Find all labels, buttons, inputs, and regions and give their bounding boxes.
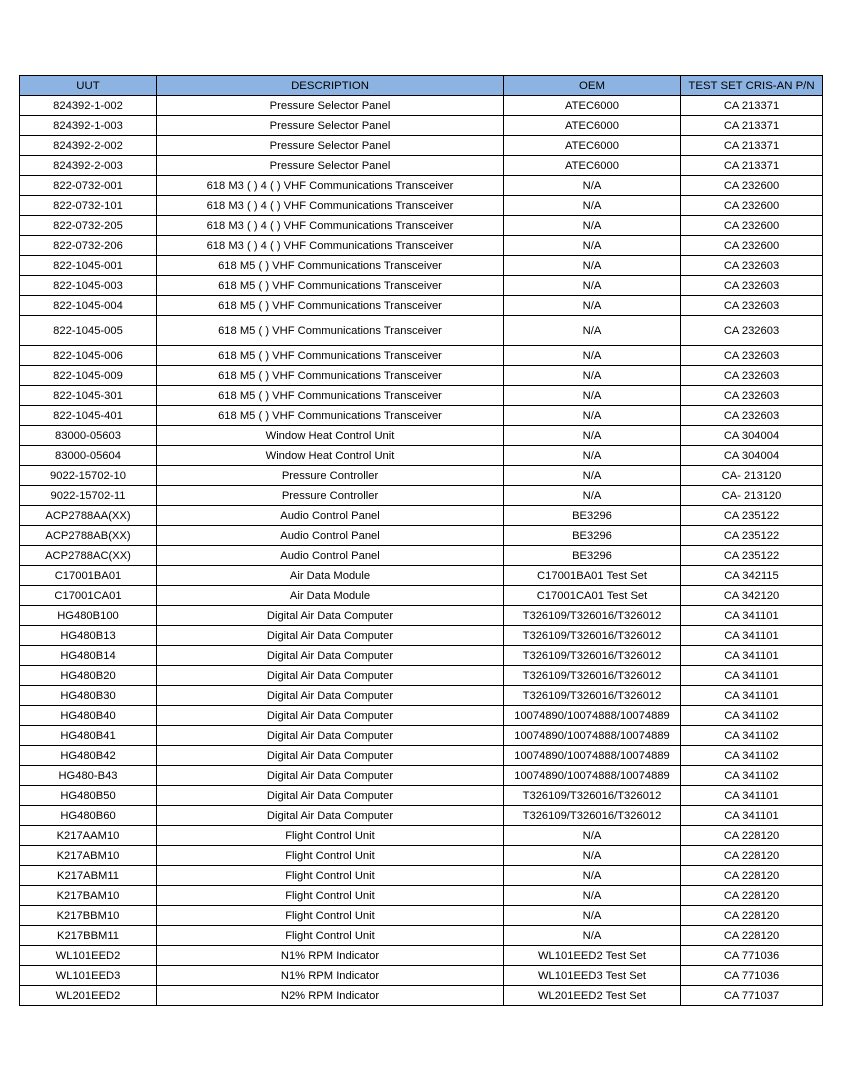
column-header-oem: OEM: [504, 76, 681, 96]
table-row: [20, 136, 823, 156]
cell-description: Flight Control Unit: [157, 886, 504, 906]
column-header-uut: UUT: [20, 76, 157, 96]
cell-uut: K217BAM10: [20, 886, 157, 906]
cell-description: Flight Control Unit: [157, 926, 504, 946]
table-row: [20, 666, 823, 686]
cell-uut: HG480B60: [20, 806, 157, 826]
table-row: [20, 786, 823, 806]
cell-uut: 822-1045-005: [20, 316, 157, 346]
cell-oem: WL101EED3 Test Set: [504, 966, 681, 986]
cell-uut: ACP2788AC(XX): [20, 546, 157, 566]
cell-oem: N/A: [504, 906, 681, 926]
cell-oem: N/A: [504, 276, 681, 296]
table-body: [20, 96, 823, 1006]
cell-oem: N/A: [504, 926, 681, 946]
cell-description: Air Data Module: [157, 566, 504, 586]
cell-oem: ATEC6000: [504, 156, 681, 176]
cell-test-set: CA 228120: [681, 886, 823, 906]
table-row: [20, 726, 823, 746]
cell-description: Flight Control Unit: [157, 846, 504, 866]
cell-oem: N/A: [504, 176, 681, 196]
cell-oem: 10074890/10074888/10074889: [504, 726, 681, 746]
cell-oem: N/A: [504, 826, 681, 846]
cell-oem: N/A: [504, 426, 681, 446]
cell-uut: HG480B30: [20, 686, 157, 706]
table-row: [20, 256, 823, 276]
cell-uut: HG480B13: [20, 626, 157, 646]
cell-uut: 9022-15702-10: [20, 466, 157, 486]
cell-uut: ACP2788AA(XX): [20, 506, 157, 526]
cell-test-set: CA 341102: [681, 766, 823, 786]
table-row: [20, 906, 823, 926]
cell-uut: 824392-2-002: [20, 136, 157, 156]
cell-test-set: CA 232600: [681, 236, 823, 256]
cell-test-set: CA 213371: [681, 116, 823, 136]
cell-uut: 822-1045-004: [20, 296, 157, 316]
cell-oem: N/A: [504, 346, 681, 366]
cell-oem: N/A: [504, 196, 681, 216]
cell-uut: 822-0732-205: [20, 216, 157, 236]
cell-oem: 10074890/10074888/10074889: [504, 746, 681, 766]
cell-test-set: CA 213371: [681, 136, 823, 156]
cell-uut: ACP2788AB(XX): [20, 526, 157, 546]
cell-description: 618 M3 ( ) 4 ( ) VHF Communications Transceiver: [157, 176, 504, 196]
table-row: [20, 386, 823, 406]
table-row: [20, 626, 823, 646]
cell-description: 618 M3 ( ) 4 ( ) VHF Communications Transceiver: [157, 196, 504, 216]
table-row: [20, 826, 823, 846]
cell-uut: 9022-15702-11: [20, 486, 157, 506]
cell-uut: 822-1045-001: [20, 256, 157, 276]
table-row: [20, 546, 823, 566]
cell-description: Digital Air Data Computer: [157, 686, 504, 706]
cell-uut: HG480B42: [20, 746, 157, 766]
cell-uut: C17001CA01: [20, 586, 157, 606]
cell-uut: WL101EED3: [20, 966, 157, 986]
cell-uut: HG480B41: [20, 726, 157, 746]
cell-description: Pressure Selector Panel: [157, 136, 504, 156]
cell-test-set: CA 304004: [681, 446, 823, 466]
cell-test-set: CA 341101: [681, 686, 823, 706]
cell-description: 618 M3 ( ) 4 ( ) VHF Communications Transceiver: [157, 216, 504, 236]
cell-oem: N/A: [504, 446, 681, 466]
cell-oem: T326109/T326016/T326012: [504, 606, 681, 626]
cell-uut: C17001BA01: [20, 566, 157, 586]
table-row: [20, 566, 823, 586]
cell-uut: 822-1045-006: [20, 346, 157, 366]
cell-uut: WL101EED2: [20, 946, 157, 966]
table-row: [20, 866, 823, 886]
table-row: [20, 486, 823, 506]
cell-uut: WL201EED2: [20, 986, 157, 1006]
cell-description: 618 M5 ( ) VHF Communications Transceiver: [157, 346, 504, 366]
cell-oem: N/A: [504, 886, 681, 906]
table-row: [20, 606, 823, 626]
cell-description: 618 M5 ( ) VHF Communications Transceiver: [157, 296, 504, 316]
cell-description: Pressure Selector Panel: [157, 156, 504, 176]
table-row: [20, 946, 823, 966]
cell-uut: HG480B14: [20, 646, 157, 666]
cell-description: Digital Air Data Computer: [157, 626, 504, 646]
table-row: [20, 366, 823, 386]
cell-oem: N/A: [504, 386, 681, 406]
cell-uut: 83000-05603: [20, 426, 157, 446]
cell-test-set: CA 228120: [681, 846, 823, 866]
cell-oem: 10074890/10074888/10074889: [504, 706, 681, 726]
cell-uut: 822-1045-401: [20, 406, 157, 426]
table-row: [20, 806, 823, 826]
table-row: [20, 216, 823, 236]
table-row: [20, 646, 823, 666]
cell-test-set: CA 341102: [681, 746, 823, 766]
cell-test-set: CA 232600: [681, 176, 823, 196]
column-header-test-set: TEST SET CRIS-AN P/N: [681, 76, 823, 96]
cell-description: N1% RPM Indicator: [157, 966, 504, 986]
cell-test-set: CA 232600: [681, 216, 823, 236]
cell-test-set: CA- 213120: [681, 486, 823, 506]
cell-test-set: CA 342115: [681, 566, 823, 586]
cell-test-set: CA 341101: [681, 646, 823, 666]
table-row: [20, 346, 823, 366]
cell-description: Digital Air Data Computer: [157, 666, 504, 686]
cell-uut: HG480B100: [20, 606, 157, 626]
cell-description: 618 M5 ( ) VHF Communications Transceiver: [157, 276, 504, 296]
column-header-description: DESCRIPTION: [157, 76, 504, 96]
cell-test-set: CA 341102: [681, 726, 823, 746]
table-row: [20, 406, 823, 426]
cell-description: Window Heat Control Unit: [157, 446, 504, 466]
cell-description: Digital Air Data Computer: [157, 726, 504, 746]
cell-description: Digital Air Data Computer: [157, 786, 504, 806]
cell-test-set: CA 228120: [681, 906, 823, 926]
cell-test-set: CA 235122: [681, 506, 823, 526]
cell-oem: C17001CA01 Test Set: [504, 586, 681, 606]
cell-test-set: CA 228120: [681, 826, 823, 846]
table-row: [20, 586, 823, 606]
cell-uut: K217AAM10: [20, 826, 157, 846]
cell-description: Digital Air Data Computer: [157, 606, 504, 626]
cell-uut: HG480B40: [20, 706, 157, 726]
cell-uut: K217ABM10: [20, 846, 157, 866]
cell-test-set: CA 232603: [681, 346, 823, 366]
cell-description: 618 M5 ( ) VHF Communications Transceiver: [157, 316, 504, 346]
cell-test-set: CA 771037: [681, 986, 823, 1006]
cell-test-set: CA 304004: [681, 426, 823, 446]
cell-test-set: CA 341101: [681, 666, 823, 686]
cell-description: 618 M5 ( ) VHF Communications Transceiver: [157, 406, 504, 426]
cell-description: 618 M5 ( ) VHF Communications Transceiver: [157, 386, 504, 406]
cell-test-set: CA 235122: [681, 526, 823, 546]
cell-oem: T326109/T326016/T326012: [504, 686, 681, 706]
cell-uut: K217BBM10: [20, 906, 157, 926]
table-row: [20, 766, 823, 786]
cell-test-set: CA 232603: [681, 256, 823, 276]
table-row: [20, 706, 823, 726]
cell-test-set: CA 232603: [681, 386, 823, 406]
cell-description: Audio Control Panel: [157, 526, 504, 546]
cell-oem: T326109/T326016/T326012: [504, 626, 681, 646]
cell-uut: HG480B50: [20, 786, 157, 806]
cell-uut: HG480B20: [20, 666, 157, 686]
cell-description: Air Data Module: [157, 586, 504, 606]
cell-uut: 822-1045-003: [20, 276, 157, 296]
cell-test-set: CA 341102: [681, 706, 823, 726]
cell-test-set: CA 213371: [681, 96, 823, 116]
cell-oem: BE3296: [504, 526, 681, 546]
cell-oem: N/A: [504, 296, 681, 316]
cell-oem: T326109/T326016/T326012: [504, 666, 681, 686]
cell-description: Pressure Controller: [157, 466, 504, 486]
table-row: [20, 236, 823, 256]
table-row: [20, 966, 823, 986]
table-row: [20, 526, 823, 546]
cell-uut: 822-0732-206: [20, 236, 157, 256]
cell-test-set: CA- 213120: [681, 466, 823, 486]
table-row: [20, 686, 823, 706]
cell-oem: WL101EED2 Test Set: [504, 946, 681, 966]
cell-test-set: CA 235122: [681, 546, 823, 566]
table-row: [20, 96, 823, 116]
cell-test-set: CA 341101: [681, 806, 823, 826]
cell-test-set: CA 342120: [681, 586, 823, 606]
cell-test-set: CA 232600: [681, 196, 823, 216]
cell-description: N1% RPM Indicator: [157, 946, 504, 966]
cell-uut: 822-1045-301: [20, 386, 157, 406]
cell-oem: 10074890/10074888/10074889: [504, 766, 681, 786]
cell-uut: 824392-2-003: [20, 156, 157, 176]
cell-test-set: CA 771036: [681, 946, 823, 966]
cell-oem: N/A: [504, 846, 681, 866]
cell-oem: N/A: [504, 466, 681, 486]
table-row: [20, 426, 823, 446]
cell-oem: T326109/T326016/T326012: [504, 646, 681, 666]
cell-oem: N/A: [504, 866, 681, 886]
cell-uut: 824392-1-002: [20, 96, 157, 116]
cell-description: 618 M5 ( ) VHF Communications Transceiver: [157, 256, 504, 276]
cell-test-set: CA 213371: [681, 156, 823, 176]
cell-test-set: CA 228120: [681, 926, 823, 946]
cell-description: Pressure Selector Panel: [157, 116, 504, 136]
table-row: [20, 316, 823, 346]
cell-oem: N/A: [504, 486, 681, 506]
table-row: [20, 846, 823, 866]
cell-uut: K217BBM11: [20, 926, 157, 946]
cell-oem: N/A: [504, 406, 681, 426]
cell-uut: 83000-05604: [20, 446, 157, 466]
cell-description: Digital Air Data Computer: [157, 806, 504, 826]
cell-oem: T326109/T326016/T326012: [504, 806, 681, 826]
cell-uut: K217ABM11: [20, 866, 157, 886]
cell-oem: N/A: [504, 256, 681, 276]
cell-oem: ATEC6000: [504, 116, 681, 136]
cell-test-set: CA 232603: [681, 406, 823, 426]
cell-description: Audio Control Panel: [157, 546, 504, 566]
table-row: [20, 196, 823, 216]
table-row: [20, 116, 823, 136]
cell-description: Digital Air Data Computer: [157, 706, 504, 726]
table-row: [20, 156, 823, 176]
cell-test-set: CA 232603: [681, 316, 823, 346]
table-row: [20, 926, 823, 946]
cell-oem: C17001BA01 Test Set: [504, 566, 681, 586]
cell-test-set: CA 341101: [681, 786, 823, 806]
cell-oem: WL201EED2 Test Set: [504, 986, 681, 1006]
cell-oem: N/A: [504, 366, 681, 386]
cell-uut: 824392-1-003: [20, 116, 157, 136]
cell-uut: HG480-B43: [20, 766, 157, 786]
equipment-table: [19, 75, 823, 1006]
table-row: [20, 176, 823, 196]
cell-uut: 822-0732-101: [20, 196, 157, 216]
table-row: [20, 886, 823, 906]
table-row: [20, 276, 823, 296]
cell-test-set: CA 232603: [681, 366, 823, 386]
cell-oem: N/A: [504, 216, 681, 236]
cell-oem: N/A: [504, 316, 681, 346]
cell-description: Flight Control Unit: [157, 826, 504, 846]
cell-description: Digital Air Data Computer: [157, 766, 504, 786]
table-row: [20, 986, 823, 1006]
cell-description: Flight Control Unit: [157, 866, 504, 886]
table-row: [20, 746, 823, 766]
cell-oem: N/A: [504, 236, 681, 256]
cell-oem: ATEC6000: [504, 136, 681, 156]
cell-test-set: CA 232603: [681, 276, 823, 296]
cell-test-set: CA 341101: [681, 626, 823, 646]
cell-description: Audio Control Panel: [157, 506, 504, 526]
table-row: [20, 466, 823, 486]
cell-test-set: CA 232603: [681, 296, 823, 316]
table-row: [20, 446, 823, 466]
cell-test-set: CA 771036: [681, 966, 823, 986]
cell-oem: BE3296: [504, 506, 681, 526]
cell-description: Flight Control Unit: [157, 906, 504, 926]
cell-description: 618 M3 ( ) 4 ( ) VHF Communications Transceiver: [157, 236, 504, 256]
cell-test-set: CA 228120: [681, 866, 823, 886]
table-row: [20, 296, 823, 316]
cell-test-set: CA 341101: [681, 606, 823, 626]
equipment-table-container: [19, 75, 822, 1006]
cell-description: Pressure Controller: [157, 486, 504, 506]
cell-description: N2% RPM Indicator: [157, 986, 504, 1006]
cell-oem: T326109/T326016/T326012: [504, 786, 681, 806]
cell-description: 618 M5 ( ) VHF Communications Transceiver: [157, 366, 504, 386]
cell-oem: BE3296: [504, 546, 681, 566]
table-header-row: [20, 76, 823, 96]
cell-description: Window Heat Control Unit: [157, 426, 504, 446]
cell-uut: 822-0732-001: [20, 176, 157, 196]
cell-description: Pressure Selector Panel: [157, 96, 504, 116]
table-row: [20, 506, 823, 526]
cell-description: Digital Air Data Computer: [157, 646, 504, 666]
cell-description: Digital Air Data Computer: [157, 746, 504, 766]
cell-oem: ATEC6000: [504, 96, 681, 116]
cell-uut: 822-1045-009: [20, 366, 157, 386]
